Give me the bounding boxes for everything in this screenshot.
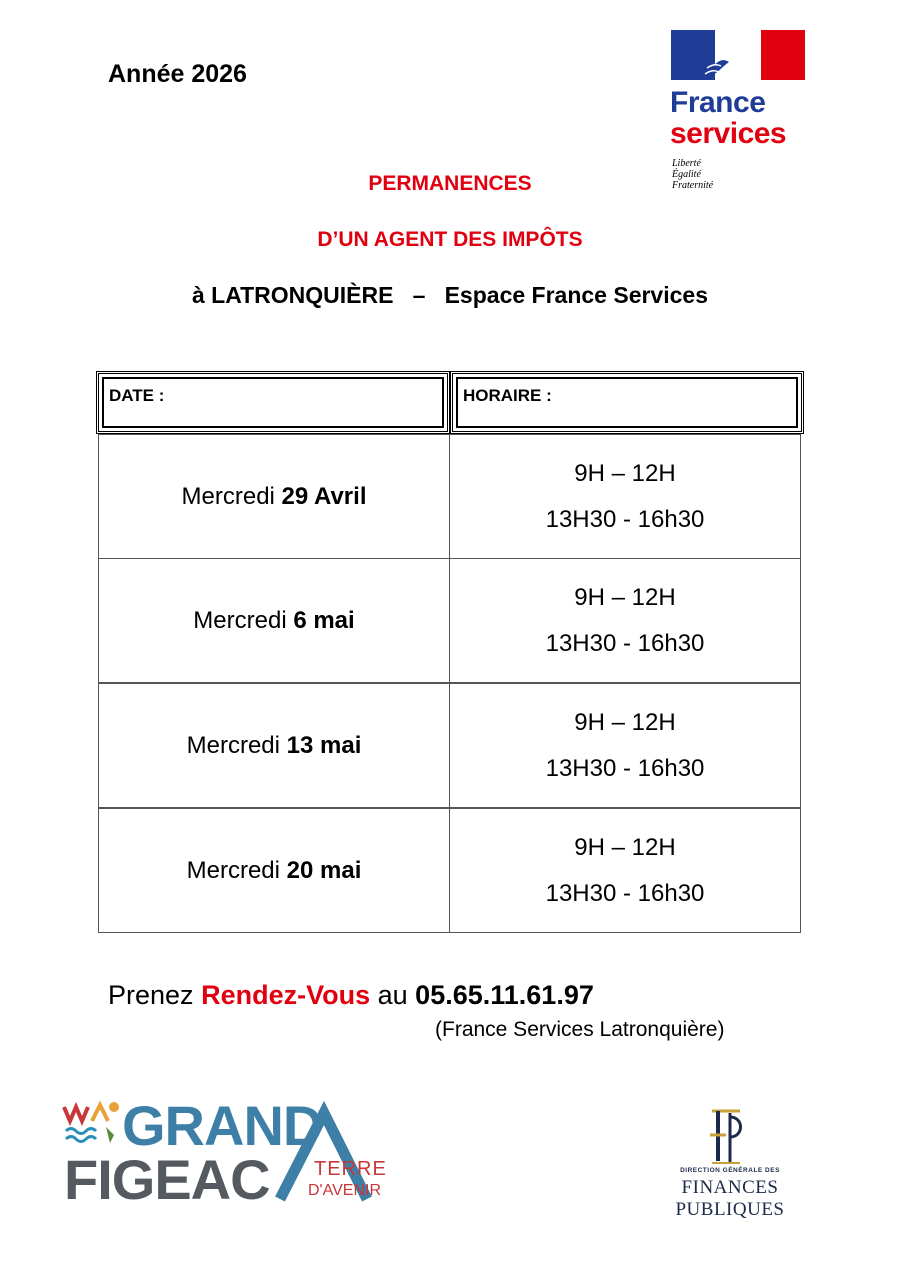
morning-hours: 9H – 12H [574,708,676,736]
title-permanences: PERMANENCES [368,172,532,195]
dgfip-logo [630,1105,830,1220]
logo-word-france: France [670,86,766,119]
afternoon-hours: 13H30 - 16h30 [545,879,705,907]
grand-figeac-logo [62,1095,392,1205]
appointment-prefix: Prenez [108,980,194,1010]
day-label: Mercredi [186,731,280,759]
appointment-highlight: Rendez-Vous [201,980,371,1010]
logo-figeac: FIGEAC [64,1148,270,1205]
table-row [98,558,801,683]
day-label: Mercredi [193,606,287,634]
motto-fraternite: Fraternité [672,180,714,191]
morning-hours: 9H – 12H [574,459,676,487]
afternoon-hours: 13H30 - 16h30 [545,754,705,782]
phone-number[interactable]: 05.65.11.61.97 [415,980,594,1010]
logo-word-services: services [670,117,787,150]
header-hours-label: HORAIRE : [463,386,552,405]
logo-terre: TERRE [314,1158,387,1180]
table-header-hours [450,371,804,434]
table-header-date [96,371,450,434]
header-date-label: DATE : [109,386,165,405]
table-row [98,434,801,559]
hours-cell [449,683,801,808]
table-row [98,808,801,933]
date-value: 20 mai [286,856,362,884]
hours-cell [449,558,801,683]
day-label: Mercredi [181,482,275,510]
date-cell [98,558,450,683]
date-value: 13 mai [286,731,362,759]
date-cell [98,683,450,808]
hours-cell [449,808,801,933]
morning-hours: 9H – 12H [574,583,676,611]
title-agent-impots: D’UN AGENT DES IMPÔTS [317,228,583,251]
afternoon-hours: 13H30 - 16h30 [545,505,705,533]
appointment-note: (France Services Latronquière) [435,1018,725,1041]
appointment-line [108,980,594,1011]
finances-publiques-emblem-icon [700,1105,750,1167]
logo-avenir: D'AVENIR [308,1182,381,1199]
motto-egalite: Égalité [672,169,701,180]
logo-grand: GRAND [122,1095,323,1157]
table-row [98,683,801,808]
date-cell [98,434,450,559]
hours-cell [449,434,801,559]
dgfip-small-text: DIRECTION GÉNÉRALE DES [680,1167,780,1174]
date-cell [98,808,450,933]
date-value: 29 Avril [281,482,367,510]
appointment-middle: au [377,980,408,1010]
dgfip-big-text: FINANCES PUBLIQUES [675,1177,785,1220]
title-location: à LATRONQUIÈRE – Espace France Services [191,282,708,308]
afternoon-hours: 13H30 - 16h30 [545,629,705,657]
marianne-flag-icon [671,30,805,80]
morning-hours: 9H – 12H [574,833,676,861]
year-heading: Année 2026 [108,60,247,88]
date-value: 6 mai [293,606,355,634]
motto-liberte: Liberté [672,158,701,169]
day-label: Mercredi [186,856,280,884]
